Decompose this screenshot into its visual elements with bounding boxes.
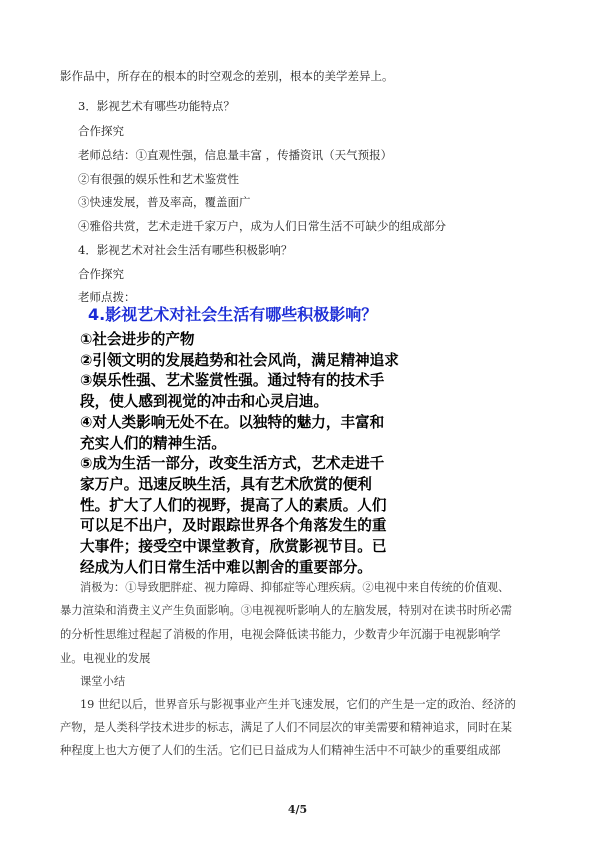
question-4: 4．影视艺术对社会生活有哪些积极影响？ [78, 243, 293, 257]
point-4: ④雅俗共赏，艺术走进千家万户，成为人们日常生活不可缺少的组成部分 [78, 219, 446, 233]
callout-line: 段，使人感到视觉的冲击和心灵启迪。 [80, 393, 329, 411]
page-number: 4/5 [287, 803, 308, 816]
negative-line: 暴力渲染和消费主义产生负面影响。③电视视听影响人的左脑发展，特别对在读书时所必需 [60, 604, 512, 617]
callout-line: ⑤成为生活一部分，改变生活方式，艺术走进千 [80, 455, 385, 473]
question-3: 3．影视艺术有哪些功能特点？ [78, 99, 235, 113]
callout-line: ①社会进步的产物 [80, 331, 195, 348]
summary-title: 课堂小结 [80, 675, 126, 688]
callout-title: 4.影视艺术对社会生活有哪些积极影响？ [88, 305, 378, 324]
callout-line: 可以足不出户，及时跟踪世界各个角落发生的重 [80, 517, 387, 535]
negative-line: 消极为：①导致肥胖症、视力障碍、抑郁症等心理疾病。②电视中来自传统的价值观、 [80, 581, 510, 594]
callout-line: 经成为人们日常生活中难以割舍的重要部分。 [80, 558, 372, 576]
teacher-tip: 老师点拨： [78, 290, 136, 304]
callout-line: 充实人们的精神生活。 [80, 434, 226, 452]
point-2: ②有很强的娱乐性和艺术鉴赏性 [78, 172, 239, 186]
summary-line: 产物，是人类科学技术进步的标志，满足了人们不同层次的审美需要和精神追求，同时在某 [60, 721, 512, 734]
summary-line: 19 世纪以后，世界音乐与影视事业产生并飞速发展，它们的产生是一定的政治、经济的 [80, 698, 516, 711]
point-3: ③快速发展，普及率高，覆盖面广 [78, 195, 251, 209]
callout-line: ④对人类影响无处不在。以独特的魅力，丰富和 [80, 413, 385, 431]
negative-line: 业。电视业的发展 [60, 652, 151, 665]
callout-line: 家万户。迅速反映生活，具有艺术欣赏的便利 [80, 475, 372, 493]
negative-line: 的分析性思维过程起了消极的作用，电视会降低读书能力，少数青少年沉溺于电视影响学 [60, 628, 501, 641]
callout-line: 性。扩大了人们的视野，提高了人的素质。人们 [80, 496, 387, 514]
intro-line: 影作品中，所存在的根本的时空观念的差别，根本的美学差异上。 [60, 69, 394, 83]
callout-body [80, 330, 430, 578]
callout-line: 大事件；接受空中课堂教育，欣赏影视节目。已 [80, 538, 387, 556]
teacher-summary: 老师总结：①直观性强，信息量丰富 ，传播资讯（天气预报） [78, 148, 393, 162]
explore-label-2: 合作探究 [78, 267, 124, 281]
explore-label-1: 合作探究 [78, 124, 124, 138]
callout-line: ③娱乐性强、艺术鉴赏性强。通过特有的技术手 [80, 372, 385, 390]
summary-line: 种程度上也大方便了人们的生活。它们已日益成为人们精神生活中不可缺少的重要组成部 [60, 744, 501, 757]
callout-line: ②引领文明的发展趋势和社会风尚，满足精神追求 [80, 351, 399, 369]
